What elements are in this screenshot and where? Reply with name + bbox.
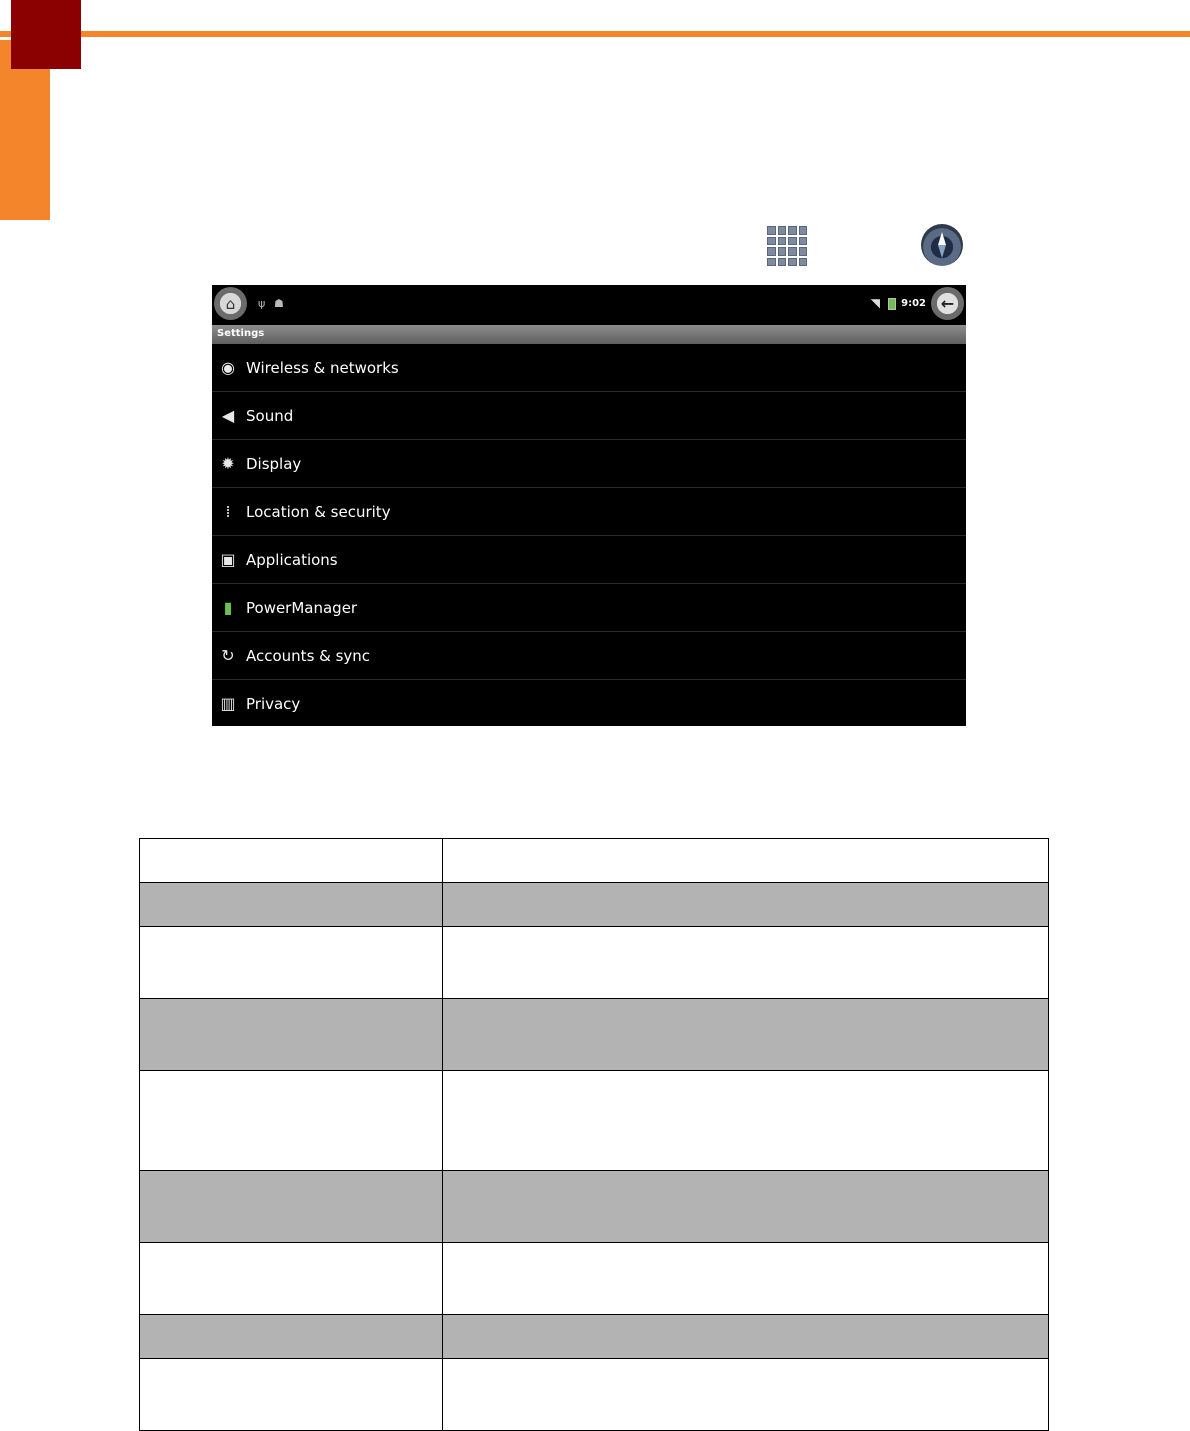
settings-compass-icon bbox=[921, 224, 963, 266]
menu-item-wireless-networks[interactable] bbox=[212, 344, 966, 392]
menu-item-label: Location & security bbox=[246, 502, 391, 521]
menu-item-applications[interactable] bbox=[212, 536, 966, 584]
table-row bbox=[140, 1171, 1049, 1243]
table-row bbox=[140, 1071, 1049, 1171]
menu-item-label: Accounts & sync bbox=[246, 646, 371, 665]
chapter-marker bbox=[11, 0, 81, 69]
back-icon[interactable]: ← bbox=[931, 287, 964, 320]
settings-menu bbox=[212, 344, 966, 727]
table-row bbox=[140, 927, 1049, 999]
page-title: Settings bbox=[217, 328, 265, 339]
brightness-icon: ✹ bbox=[221, 454, 235, 473]
table-row bbox=[140, 1243, 1049, 1315]
wifi-icon: ◥ bbox=[870, 296, 880, 310]
sync-icon: ↻ bbox=[221, 646, 235, 665]
menu-item-label: Applications bbox=[246, 550, 338, 569]
menu-item-accounts-sync[interactable] bbox=[212, 632, 966, 680]
menu-item-label: PowerManager bbox=[246, 598, 358, 617]
menu-item-display[interactable] bbox=[212, 440, 966, 488]
home-icon[interactable]: ⌂ bbox=[214, 287, 247, 320]
wifi-icon: ◉ bbox=[221, 358, 235, 377]
android-screenshot bbox=[212, 285, 966, 726]
apps-grid-icon bbox=[767, 226, 807, 266]
header-rule bbox=[0, 31, 1190, 37]
menu-item-label: Privacy bbox=[246, 694, 301, 713]
menu-item-privacy[interactable] bbox=[212, 680, 966, 727]
menu-item-label: Display bbox=[246, 454, 302, 473]
android-debug-icon: ☗ bbox=[274, 297, 284, 310]
battery-icon: ▮ bbox=[223, 598, 233, 617]
applications-icon: ▣ bbox=[220, 550, 236, 569]
table-row bbox=[140, 883, 1049, 927]
clock: 9:02 bbox=[901, 298, 926, 309]
menu-item-location-security[interactable] bbox=[212, 488, 966, 536]
battery-icon bbox=[888, 298, 896, 310]
table-row bbox=[140, 839, 1049, 883]
speaker-icon: ◀ bbox=[221, 406, 235, 425]
menu-item-label: Sound bbox=[246, 406, 294, 425]
usb-icon: ψ bbox=[258, 297, 266, 310]
menu-item-label: Wireless & networks bbox=[246, 358, 399, 377]
grid-dots-icon: ⁞ bbox=[225, 502, 231, 521]
settings-title-bar bbox=[212, 325, 966, 344]
menu-item-sound[interactable] bbox=[212, 392, 966, 440]
table-row bbox=[140, 999, 1049, 1071]
privacy-icon: ▥ bbox=[220, 694, 236, 713]
menu-item-powermanager[interactable] bbox=[212, 584, 966, 632]
status-bar bbox=[212, 285, 966, 325]
settings-description-table bbox=[139, 838, 1049, 1431]
table-row bbox=[140, 1315, 1049, 1359]
table-row bbox=[140, 1359, 1049, 1431]
